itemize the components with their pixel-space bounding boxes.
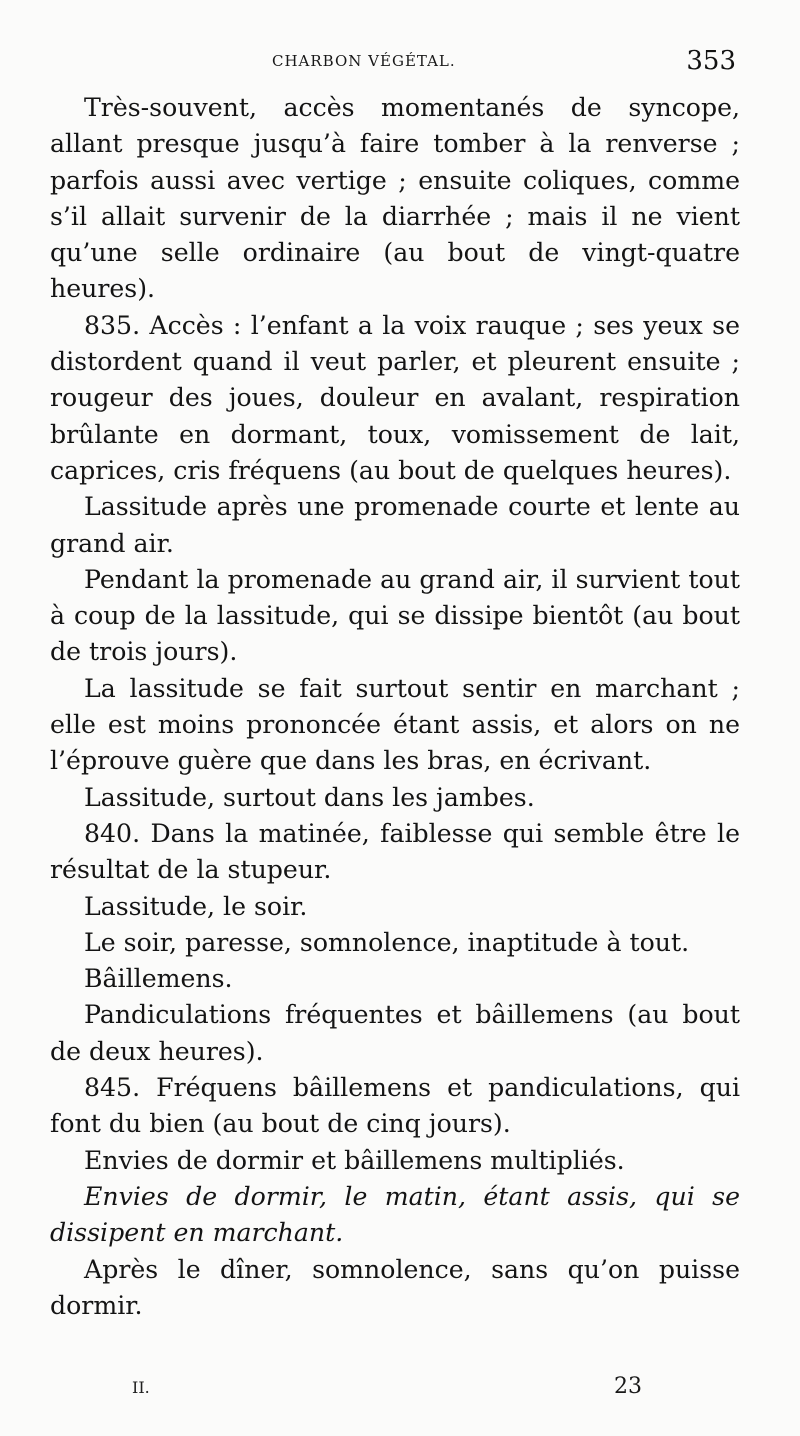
page-number: 353 <box>686 46 736 76</box>
paragraph: La lassitude se fait surtout sentir en marchant ; elle est moins prononcée étant assis, et alors on ne l’éprouve guère que dans les bras, en écrivant. <box>50 673 740 776</box>
paragraph: Pandiculations fréquentes et bâillemens (au bout de deux heures). <box>50 1000 740 1066</box>
paragraph: Lassitude après une promenade courte et lente au grand air. <box>50 492 740 558</box>
body-text <box>50 90 740 1324</box>
paragraph: 835. Accès : l’enfant a la voix rauque ; ses yeux se distordent quand il veut parler, et pleurent ensuite ; rougeur des joues, douleur en avalant, respiration brûlante en dormant, toux, vomissement de lait, caprices, cris fréquens (au bout de quelques heures). <box>50 310 740 485</box>
paragraph: Très-souvent, accès momentanés de syncope, allant presque jusqu’à faire tomber à la renverse ; parfois aussi avec vertige ; ensuite coliques, comme s’il allait survenir de la diarrhée ; mais il ne vient qu’une selle ordinaire (au bout de vingt-quatre heures). <box>50 93 740 304</box>
paragraph: Lassitude, le soir. <box>84 891 308 921</box>
sheet-number: 23 <box>614 1374 642 1399</box>
running-title: CHARBON VÉGÉTAL. <box>272 52 456 70</box>
running-header <box>0 46 800 86</box>
signature-mark: II. <box>132 1378 150 1397</box>
paragraph: Envies de dormir, le matin, étant assis, qui se dissipent en marchant. <box>50 1181 740 1248</box>
paragraph: Envies de dormir et bâillemens multipliés. <box>84 1145 625 1175</box>
paragraph: Pendant la promenade au grand air, il survient tout à coup de la lassitude, qui se dissipe bientôt (au bout de trois jours). <box>50 564 740 667</box>
paragraph: Le soir, paresse, somnolence, inaptitude à tout. <box>84 927 690 957</box>
paragraph: Bâillemens. <box>84 964 233 994</box>
paragraph: Après le dîner, somnolence, sans qu’on puisse dormir. <box>50 1254 740 1320</box>
paragraph: 840. Dans la matinée, faiblesse qui semble être le résultat de la stupeur. <box>50 818 740 885</box>
paragraph: 845. Fréquens bâillemens et pandiculations, qui font du bien (au bout de cinq jours). <box>50 1073 740 1139</box>
paragraph: Lassitude, surtout dans les jambes. <box>84 782 535 812</box>
